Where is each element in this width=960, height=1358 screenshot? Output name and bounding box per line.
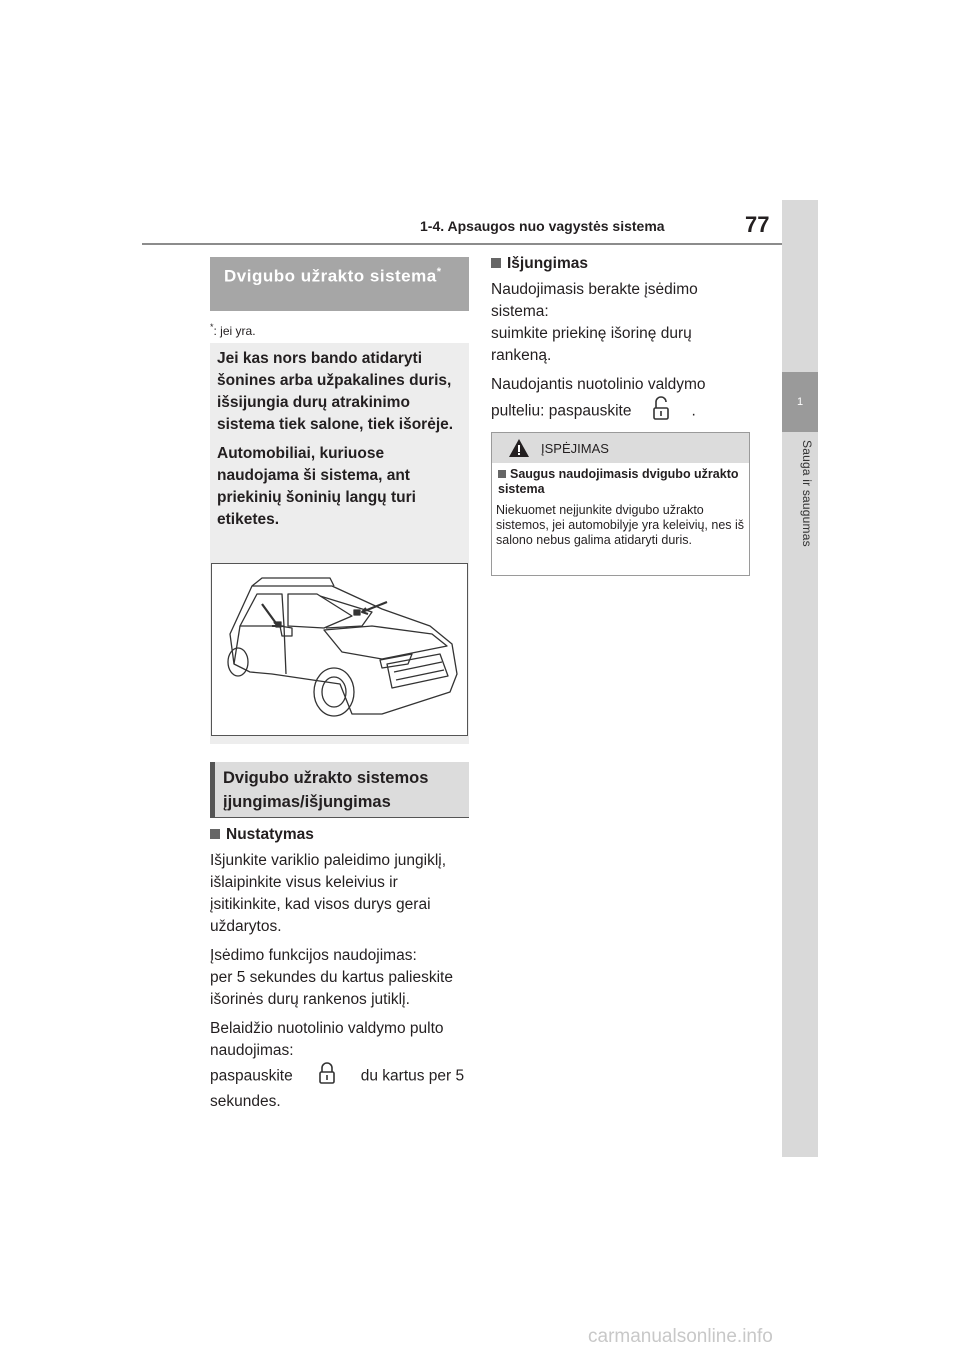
cancel-heading [491,255,750,273]
info-paragraph-2: Automobiliai, kuriuose naudojama ši sistema, ant priekinių šoninių langų turi etiketes. [217,445,416,528]
remote-instruction-before: paspauskite [210,1067,293,1085]
watermark: carmanualsonline.info [588,1326,773,1347]
unlock-icon [651,396,671,427]
warning-header [492,433,749,463]
remote-instruction-after: du kartus per 5 sekundes. [210,1067,465,1110]
smart-entry-line: Naudojimasis berakte įsėdimo sistema: [491,281,698,320]
remote-unlock-before: Naudojantis nuotolinio valdymo pulteliu: paspauskite [491,376,706,420]
page-number: 77 [745,212,770,237]
setting-paragraph-1: Išjunkite variklio paleidimo jungiklį, išlaipinkite visus keleivius ir įsitikinkite, kad visos durys gerai uždarytos. [210,852,447,935]
car-illustration [211,563,468,736]
chapter-title: 1-4. Apsaugos nuo vagystės sistema [420,218,665,234]
warning-triangle-icon [508,438,530,463]
cancel-paragraph-2 [491,374,750,427]
cancel-heading-text: Išjungimas [507,255,588,272]
warning-subheading-text: Saugus naudojimasis dvigubo užrakto sistema [498,467,739,496]
footnote-mark: * [210,322,214,332]
setting-body [210,850,469,1113]
warning-text: Niekuomet neįjunkite dvigubo užrakto sistemos, jei automobilyje yra keleivių, nes iš salono nebus galima atidaryti duris. [496,503,745,547]
side-tab [782,200,818,1157]
car-drawing [212,564,467,735]
section-title-activation: Dvigubo užrakto sistemos įjungimas/išjungimas [210,762,469,818]
warning-title: ĮSPĖJIMAS [541,441,609,456]
setting-paragraph-3 [210,1018,469,1113]
side-tab-number: 1 [782,372,818,432]
cancel-section [491,255,750,434]
setting-heading-text: Nustatymas [226,826,314,843]
entry-function-instruction: per 5 sekundes du kartus palieskite išorinės durų rankenos jutiklį. [210,969,453,1008]
lock-icon [317,1062,337,1091]
cancel-paragraph-1 [491,279,750,367]
smart-entry-instruction: suimkite priekinę išorinę durų rankeną. [491,325,692,364]
square-bullet-icon [491,258,501,268]
entry-function-line: Įsėdimo funkcijos naudojimas: [210,947,417,964]
square-bullet-icon [210,829,220,839]
setting-paragraph-2 [210,945,469,1011]
section-title-text: Dvigubo užrakto sistema [224,266,437,286]
info-text [217,348,465,538]
warning-subheading [498,467,743,497]
square-bullet-icon [498,470,506,478]
remote-line: Belaidžio nuotolinio valdymo pulto naudojimas: [210,1020,444,1059]
remote-unlock-after: . [691,402,696,420]
title-asterisk: * [436,266,442,278]
header-rule [142,243,782,245]
footnote-text: : jei yra. [213,324,256,338]
setting-section [210,826,469,1120]
footnote [210,322,256,338]
setting-heading [210,826,469,844]
info-paragraph-1: Jei kas nors bando atidaryti šonines arba užpakalines duris, išsijungia durų atrakinimo sistema tiek salone, tiek išorėje. [217,350,454,433]
cancel-body [491,279,750,427]
side-tab-label: Sauga ir saugumas [800,440,814,547]
section-title-double-lock [210,257,469,311]
